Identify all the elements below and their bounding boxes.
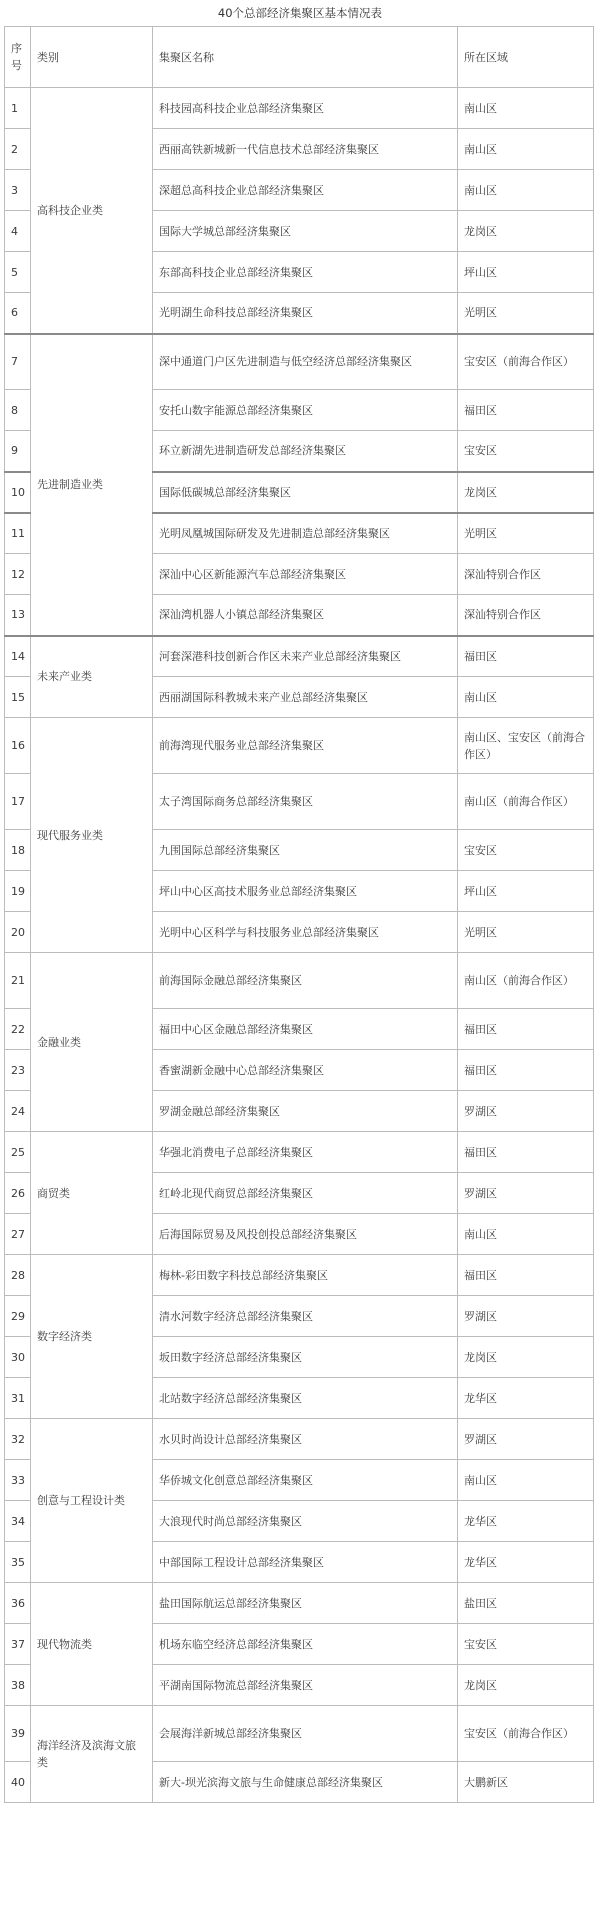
row-number: 25: [5, 1132, 31, 1173]
row-number: 32: [5, 1419, 31, 1460]
header-row: [5, 27, 594, 88]
header-name: 集聚区名称: [153, 27, 458, 88]
district: 南山区: [458, 88, 594, 129]
district: 龙华区: [458, 1378, 594, 1419]
cluster-name: 水贝时尚设计总部经济集聚区: [153, 1419, 458, 1460]
category-cell: 现代服务业类: [31, 718, 153, 953]
row-number: 18: [5, 830, 31, 871]
row-number: 35: [5, 1542, 31, 1583]
district: 罗湖区: [458, 1296, 594, 1337]
row-number: 13: [5, 595, 31, 636]
category-cell: 海洋经济及滨海文旅类: [31, 1706, 153, 1803]
district: 南山区（前海合作区）: [458, 953, 594, 1009]
row-number: 28: [5, 1255, 31, 1296]
row-number: 23: [5, 1050, 31, 1091]
cluster-name: 光明湖生命科技总部经济集聚区: [153, 293, 458, 334]
cluster-name: 香蜜湖新金融中心总部经济集聚区: [153, 1050, 458, 1091]
cluster-name: 前海国际金融总部经济集聚区: [153, 953, 458, 1009]
district: 南山区（前海合作区）: [458, 774, 594, 830]
table-row: [5, 953, 594, 1009]
district: 大鹏新区: [458, 1762, 594, 1803]
category-cell: 先进制造业类: [31, 334, 153, 636]
category-cell: 现代物流类: [31, 1583, 153, 1706]
row-number: 36: [5, 1583, 31, 1624]
cluster-name: 光明凤凰城国际研发及先进制造总部经济集聚区: [153, 513, 458, 554]
district: 福田区: [458, 1255, 594, 1296]
district: 福田区: [458, 390, 594, 431]
row-number: 22: [5, 1009, 31, 1050]
cluster-name: 西丽湖国际科教城未来产业总部经济集聚区: [153, 677, 458, 718]
district: 南山区: [458, 1214, 594, 1255]
row-number: 33: [5, 1460, 31, 1501]
row-number: 4: [5, 211, 31, 252]
category-cell: 数字经济类: [31, 1255, 153, 1419]
row-number: 5: [5, 252, 31, 293]
cluster-name: 西丽高铁新城新一代信息技术总部经济集聚区: [153, 129, 458, 170]
table-row: [5, 636, 594, 677]
row-number: 34: [5, 1501, 31, 1542]
district: 宝安区（前海合作区）: [458, 1706, 594, 1762]
district: 坪山区: [458, 252, 594, 293]
table-row: [5, 1132, 594, 1173]
cluster-name: 太子湾国际商务总部经济集聚区: [153, 774, 458, 830]
district: 南山区、宝安区（前海合作区）: [458, 718, 594, 774]
header-no: 序号: [5, 27, 31, 88]
cluster-name: 国际大学城总部经济集聚区: [153, 211, 458, 252]
district: 盐田区: [458, 1583, 594, 1624]
row-number: 15: [5, 677, 31, 718]
district: 宝安区: [458, 431, 594, 472]
cluster-name: 盐田国际航运总部经济集聚区: [153, 1583, 458, 1624]
district: 龙岗区: [458, 1665, 594, 1706]
district: 宝安区: [458, 830, 594, 871]
district: 龙华区: [458, 1501, 594, 1542]
row-number: 30: [5, 1337, 31, 1378]
district: 南山区: [458, 129, 594, 170]
cluster-name: 福田中心区金融总部经济集聚区: [153, 1009, 458, 1050]
row-number: 7: [5, 334, 31, 390]
district: 南山区: [458, 677, 594, 718]
row-number: 12: [5, 554, 31, 595]
table-row: [5, 1583, 594, 1624]
row-number: 26: [5, 1173, 31, 1214]
table-row: [5, 1706, 594, 1762]
row-number: 8: [5, 390, 31, 431]
table-row: [5, 88, 594, 129]
district: 龙华区: [458, 1542, 594, 1583]
row-number: 1: [5, 88, 31, 129]
cluster-name: 后海国际贸易及风投创投总部经济集聚区: [153, 1214, 458, 1255]
district: 光明区: [458, 513, 594, 554]
table-row: [5, 1255, 594, 1296]
cluster-name: 深汕中心区新能源汽车总部经济集聚区: [153, 554, 458, 595]
cluster-name: 深中通道门户区先进制造与低空经济总部经济集聚区: [153, 334, 458, 390]
cluster-name: 梅林-彩田数字科技总部经济集聚区: [153, 1255, 458, 1296]
cluster-name: 新大-坝光滨海文旅与生命健康总部经济集聚区: [153, 1762, 458, 1803]
category-cell: 高科技企业类: [31, 88, 153, 334]
cluster-name: 九围国际总部经济集聚区: [153, 830, 458, 871]
cluster-name: 华侨城文化创意总部经济集聚区: [153, 1460, 458, 1501]
cluster-name: 机场东临空经济总部经济集聚区: [153, 1624, 458, 1665]
row-number: 16: [5, 718, 31, 774]
row-number: 3: [5, 170, 31, 211]
cluster-name: 环立新湖先进制造研发总部经济集聚区: [153, 431, 458, 472]
row-number: 38: [5, 1665, 31, 1706]
category-cell: 金融业类: [31, 953, 153, 1132]
table-row: [5, 334, 594, 390]
district: 南山区: [458, 1460, 594, 1501]
cluster-name: 河套深港科技创新合作区未来产业总部经济集聚区: [153, 636, 458, 677]
district: 罗湖区: [458, 1173, 594, 1214]
district: 罗湖区: [458, 1419, 594, 1460]
cluster-name: 华强北消费电子总部经济集聚区: [153, 1132, 458, 1173]
cluster-name: 深汕湾机器人小镇总部经济集聚区: [153, 595, 458, 636]
cluster-name: 光明中心区科学与科技服务业总部经济集聚区: [153, 912, 458, 953]
row-number: 19: [5, 871, 31, 912]
row-number: 40: [5, 1762, 31, 1803]
category-cell: 创意与工程设计类: [31, 1419, 153, 1583]
row-number: 6: [5, 293, 31, 334]
district: 福田区: [458, 1132, 594, 1173]
row-number: 24: [5, 1091, 31, 1132]
cluster-name: 中部国际工程设计总部经济集聚区: [153, 1542, 458, 1583]
cluster-name: 清水河数字经济总部经济集聚区: [153, 1296, 458, 1337]
cluster-name: 坪山中心区高技术服务业总部经济集聚区: [153, 871, 458, 912]
district: 龙岗区: [458, 211, 594, 252]
cluster-name: 深超总高科技企业总部经济集聚区: [153, 170, 458, 211]
district: 光明区: [458, 912, 594, 953]
header-category: 类别: [31, 27, 153, 88]
table-row: [5, 718, 594, 774]
row-number: 11: [5, 513, 31, 554]
row-number: 2: [5, 129, 31, 170]
cluster-name: 安托山数字能源总部经济集聚区: [153, 390, 458, 431]
district: 罗湖区: [458, 1091, 594, 1132]
cluster-name: 会展海洋新城总部经济集聚区: [153, 1706, 458, 1762]
cluster-name: 国际低碳城总部经济集聚区: [153, 472, 458, 513]
district: 南山区: [458, 170, 594, 211]
row-number: 31: [5, 1378, 31, 1419]
table-row: [5, 1419, 594, 1460]
row-number: 10: [5, 472, 31, 513]
table-body: [5, 88, 594, 1803]
row-number: 27: [5, 1214, 31, 1255]
cluster-name: 科技园高科技企业总部经济集聚区: [153, 88, 458, 129]
district: 福田区: [458, 636, 594, 677]
row-number: 21: [5, 953, 31, 1009]
category-cell: 未来产业类: [31, 636, 153, 718]
row-number: 20: [5, 912, 31, 953]
district: 福田区: [458, 1050, 594, 1091]
district: 光明区: [458, 293, 594, 334]
district: 坪山区: [458, 871, 594, 912]
row-number: 29: [5, 1296, 31, 1337]
cluster-name: 坂田数字经济总部经济集聚区: [153, 1337, 458, 1378]
row-number: 9: [5, 431, 31, 472]
district: 宝安区: [458, 1624, 594, 1665]
district: 深汕特别合作区: [458, 595, 594, 636]
cluster-name: 大浪现代时尚总部经济集聚区: [153, 1501, 458, 1542]
district: 福田区: [458, 1009, 594, 1050]
cluster-name: 平湖南国际物流总部经济集聚区: [153, 1665, 458, 1706]
category-cell: 商贸类: [31, 1132, 153, 1255]
cluster-name: 前海湾现代服务业总部经济集聚区: [153, 718, 458, 774]
cluster-name: 东部高科技企业总部经济集聚区: [153, 252, 458, 293]
district: 龙岗区: [458, 1337, 594, 1378]
district: 宝安区（前海合作区）: [458, 334, 594, 390]
row-number: 17: [5, 774, 31, 830]
row-number: 14: [5, 636, 31, 677]
header-area: 所在区域: [458, 27, 594, 88]
row-number: 37: [5, 1624, 31, 1665]
headquarters-table: [4, 26, 594, 1803]
district: 深汕特别合作区: [458, 554, 594, 595]
district: 龙岗区: [458, 472, 594, 513]
cluster-name: 红岭北现代商贸总部经济集聚区: [153, 1173, 458, 1214]
row-number: 39: [5, 1706, 31, 1762]
cluster-name: 北站数字经济总部经济集聚区: [153, 1378, 458, 1419]
table-title: 40个总部经济集聚区基本情况表: [217, 6, 383, 20]
cluster-name: 罗湖金融总部经济集聚区: [153, 1091, 458, 1132]
